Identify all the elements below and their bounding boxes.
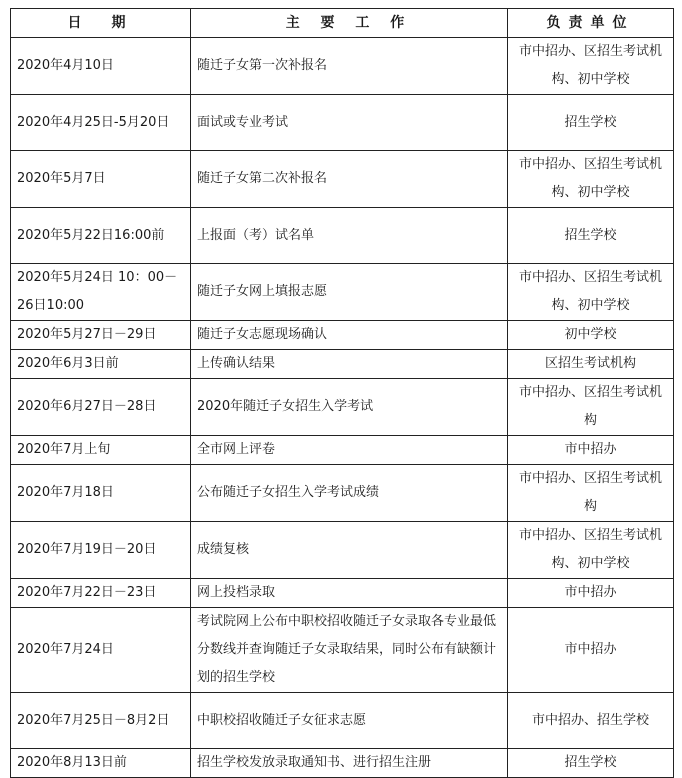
table-row <box>11 321 674 350</box>
unit-cell: 市中招办、区招生考试机构、初中学校 <box>508 522 674 579</box>
task-cell: 上报面（考）试名单 <box>191 208 508 264</box>
task-cell: 面试或专业考试 <box>191 95 508 151</box>
table-row <box>11 749 674 778</box>
date-cell: 2020年7月18日 <box>11 465 191 522</box>
date-cell: 2020年6月27日－28日 <box>11 379 191 436</box>
unit-cell: 市中招办 <box>508 436 674 465</box>
unit-cell: 招生学校 <box>508 95 674 151</box>
unit-cell: 市中招办、区招生考试机构、初中学校 <box>508 38 674 95</box>
task-cell: 成绩复核 <box>191 522 508 579</box>
enrollment-schedule-table <box>10 8 674 778</box>
table-row <box>11 379 674 436</box>
table-row <box>11 95 674 151</box>
date-cell: 2020年5月22日16:00前 <box>11 208 191 264</box>
unit-cell: 市中招办、区招生考试机构 <box>508 465 674 522</box>
unit-cell: 招生学校 <box>508 749 674 778</box>
table-row <box>11 208 674 264</box>
unit-cell: 初中学校 <box>508 321 674 350</box>
unit-cell: 市中招办 <box>508 579 674 608</box>
task-cell: 随迁子女志愿现场确认 <box>191 321 508 350</box>
task-cell: 招生学校发放录取通知书、进行招生注册 <box>191 749 508 778</box>
table-row <box>11 350 674 379</box>
date-cell: 2020年7月24日 <box>11 608 191 693</box>
task-cell: 考试院网上公布中职校招收随迁子女录取各专业最低分数线并查询随迁子女录取结果，同时公布有缺额计划的招生学校 <box>191 608 508 693</box>
task-cell: 2020年随迁子女招生入学考试 <box>191 379 508 436</box>
task-cell: 公布随迁子女招生入学考试成绩 <box>191 465 508 522</box>
unit-cell: 市中招办、招生学校 <box>508 693 674 749</box>
table-row <box>11 608 674 693</box>
date-cell: 2020年4月25日-5月20日 <box>11 95 191 151</box>
task-cell: 随迁子女网上填报志愿 <box>191 264 508 321</box>
unit-cell: 市中招办、区招生考试机构、初中学校 <box>508 151 674 208</box>
date-cell: 2020年5月7日 <box>11 151 191 208</box>
table-row <box>11 579 674 608</box>
unit-cell: 招生学校 <box>508 208 674 264</box>
date-cell: 2020年4月10日 <box>11 38 191 95</box>
table-row <box>11 465 674 522</box>
date-cell: 2020年6月3日前 <box>11 350 191 379</box>
task-cell: 中职校招收随迁子女征求志愿 <box>191 693 508 749</box>
header-unit: 负责单位 <box>508 9 674 38</box>
date-cell: 2020年7月19日－20日 <box>11 522 191 579</box>
task-cell: 随迁子女第二次补报名 <box>191 151 508 208</box>
table-row <box>11 693 674 749</box>
header-task: 主 要 工 作 <box>191 9 508 38</box>
task-cell: 全市网上评卷 <box>191 436 508 465</box>
date-cell: 2020年5月27日－29日 <box>11 321 191 350</box>
date-cell: 2020年7月22日－23日 <box>11 579 191 608</box>
unit-cell: 市中招办 <box>508 608 674 693</box>
unit-cell: 区招生考试机构 <box>508 350 674 379</box>
table-row <box>11 436 674 465</box>
task-cell: 网上投档录取 <box>191 579 508 608</box>
date-cell: 2020年7月上旬 <box>11 436 191 465</box>
task-cell: 上传确认结果 <box>191 350 508 379</box>
table-row <box>11 264 674 321</box>
table-row <box>11 38 674 95</box>
table-row <box>11 151 674 208</box>
date-cell: 2020年8月13日前 <box>11 749 191 778</box>
task-cell: 随迁子女第一次补报名 <box>191 38 508 95</box>
header-date: 日 期 <box>11 9 191 38</box>
header-row <box>11 9 674 38</box>
table-row <box>11 522 674 579</box>
unit-cell: 市中招办、区招生考试机构 <box>508 379 674 436</box>
date-cell: 2020年7月25日－8月2日 <box>11 693 191 749</box>
unit-cell: 市中招办、区招生考试机构、初中学校 <box>508 264 674 321</box>
date-cell: 2020年5月24日 10：00－26日10:00 <box>11 264 191 321</box>
